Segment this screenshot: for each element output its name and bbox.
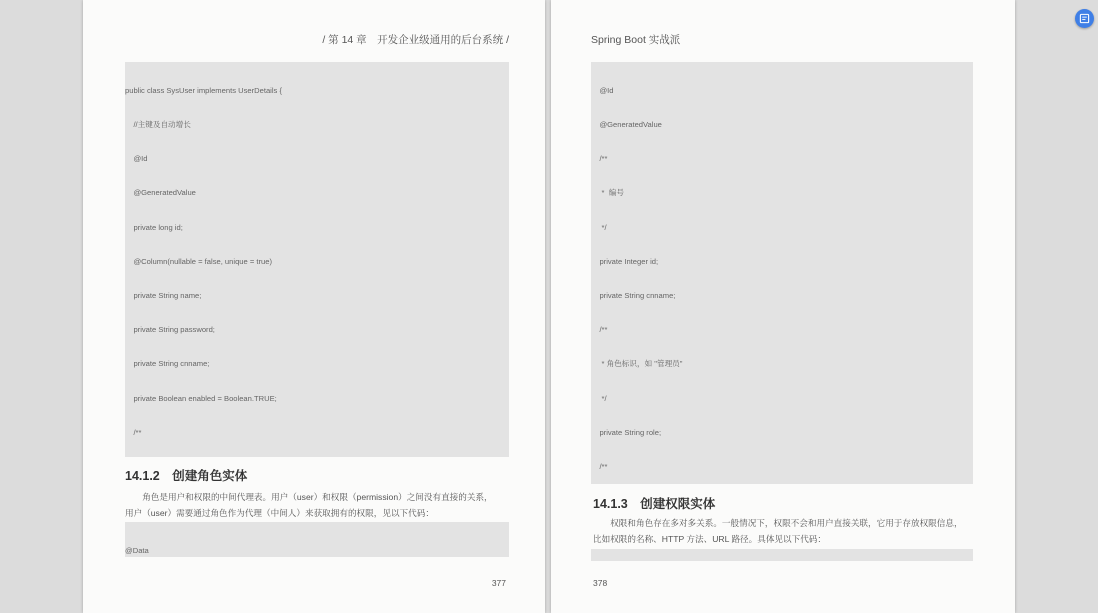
section-title: 14.1.3 创建权限实体: [593, 497, 716, 511]
code-line: @Data: [125, 545, 149, 555]
code-line: */: [591, 393, 607, 403]
code-line: private String role;: [591, 427, 662, 437]
body-paragraph: [125, 489, 515, 521]
code-block: [125, 522, 509, 557]
code-line: public class SysUser implements UserDetails {: [125, 85, 282, 95]
code-line: @Id: [125, 154, 148, 164]
paragraph-line: 权限和角色存在多对多关系。一般情况下，权限不会和用户直接关联，它用于存放权限信息，: [593, 518, 963, 528]
code-line: private String password;: [125, 325, 215, 335]
right-page: [551, 0, 1015, 613]
code-line: private Integer id;: [591, 256, 659, 266]
left-page: [83, 0, 545, 613]
code-line: /**: [591, 154, 608, 164]
code-line: /**: [591, 325, 608, 335]
code-line: @Column(nullable = false, unique = true): [125, 256, 273, 266]
chapter-header: / 第 14 章 开发企业级通用的后台系统 /: [322, 34, 509, 46]
code-line: */: [591, 222, 607, 232]
paragraph-line: 比如权限的名称、HTTP 方法、URL 路径。具体见以下代码：: [593, 534, 826, 544]
note-icon: [1079, 13, 1090, 24]
code-line: * 角色标识，如 "管理员": [591, 359, 683, 369]
code-block: [591, 549, 973, 561]
floating-action-button[interactable]: [1075, 9, 1094, 28]
code-line: * 编号: [591, 188, 624, 198]
page-number: 378: [593, 578, 608, 588]
code-line: private Boolean enabled = Boolean.TRUE;: [125, 393, 277, 403]
code-line: private String cnname;: [125, 359, 210, 369]
paragraph-line: 角色是用户和权限的中间代理表。用户（user）和权限（permission）之间没有直接的关系，: [125, 492, 493, 502]
code-line: @Id: [591, 85, 614, 95]
book-header: Spring Boot 实战派: [591, 34, 681, 46]
code-line: private long id;: [125, 222, 183, 232]
code-line: @GeneratedValue: [125, 188, 196, 198]
page-number: 377: [491, 578, 506, 588]
code-line: private String cnname;: [591, 291, 676, 301]
body-paragraph: [593, 515, 985, 547]
section-title: 14.1.2 创建角色实体: [125, 469, 248, 483]
code-line: /**: [591, 462, 608, 472]
paragraph-line: 用户（user）需要通过角色作为代理（中间人）来获取拥有的权限，见以下代码：: [125, 508, 434, 518]
code-block: [125, 62, 509, 457]
code-line: @GeneratedValue: [591, 120, 662, 130]
code-line: private String name;: [125, 291, 202, 301]
code-line: /**: [125, 427, 142, 437]
code-block: [591, 62, 973, 484]
code-line: //主键及自动增长: [125, 120, 191, 130]
